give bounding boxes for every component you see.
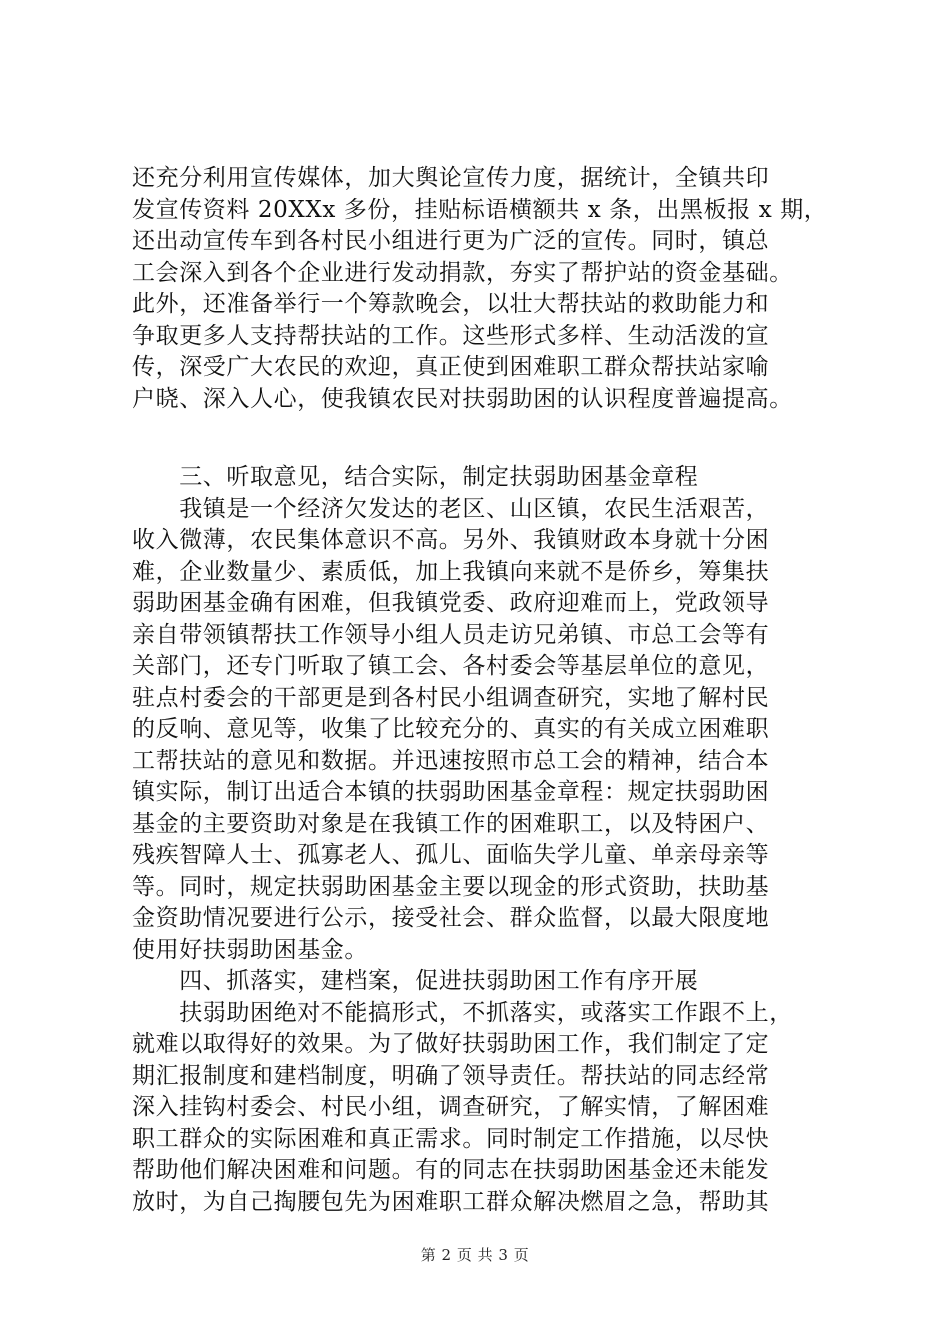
text-line: 收入微薄，农民集体意识不高。另外、我镇财政本身就十分困: [132, 527, 770, 553]
text-line: 的反响、意见等，收集了比较充分的、真实的有关成立困难职: [132, 716, 770, 742]
text-line: 等。同时，规定扶弱助困基金主要以现金的形式资助，扶助基: [132, 873, 770, 900]
text-line: 期汇报制度和建档制度，明确了领导责任。帮扶站的同志经常: [132, 1062, 770, 1089]
text-line: 我镇是一个经济欠发达的老区、山区镇，农民生活艰苦，: [132, 495, 770, 522]
section-heading-3: 三、听取意见，结合实际，制定扶弱助困基金章程: [132, 464, 699, 490]
paragraph-fund-charter: [132, 494, 832, 967]
text-line: 发宣传资料 20XXx 多份，挂贴标语横额共 x 条，出黑板报 x 期，: [132, 196, 828, 223]
text-line: 户晓、深入人心，使我镇农民对扶弱助困的认识程度普遍提高。: [132, 385, 793, 412]
text-line: 驻点村委会的干部更是到各村民小组调查研究，实地了解村民: [132, 684, 770, 711]
text-line: 扶弱助困绝对不能搞形式，不抓落实，或落实工作跟不上，: [132, 999, 793, 1026]
text-line: 就难以取得好的效果。为了做好扶弱助困工作，我们制定了定: [132, 1031, 770, 1057]
text-line: 深入挂钩村委会、村民小组，调查研究，了解实情，了解困难: [132, 1094, 770, 1120]
text-line: 放时，为自己掏腰包先为困难职工群众解决燃眉之急，帮助其: [132, 1188, 770, 1215]
text-line: 亲自带领镇帮扶工作领导小组人员走访兄弟镇、市总工会等有: [132, 621, 770, 648]
text-line: 传，深受广大农民的欢迎，真正使到困难职工群众帮扶站家喻: [132, 354, 770, 380]
text-line: 使用好扶弱助困基金。: [132, 936, 368, 963]
text-line: 职工群众的实际困难和真正需求。同时制定工作措施，以尽快: [132, 1125, 770, 1152]
paragraph-publicity: [132, 163, 832, 415]
section-heading-4: 四、抓落实，建档案，促进扶弱助困工作有序开展: [132, 968, 699, 994]
text-line: 争取更多人支持帮扶站的工作。这些形式多样、生动活泼的宣: [132, 322, 770, 349]
text-line: 镇实际，制订出适合本镇的扶弱助困基金章程：规定扶弱助困: [132, 779, 770, 805]
text-line: 还出动宣传车到各村民小组进行更为广泛的宣传。同时，镇总: [132, 228, 770, 254]
text-line: 工帮扶站的意见和数据。并迅速按照市总工会的精神，结合本: [132, 747, 770, 774]
text-line: 弱助困基金确有困难，但我镇党委、政府迎难而上，党政领导: [132, 590, 770, 616]
text-line: 残疾智障人士、孤寡老人、孤儿、面临失学儿童、单亲母亲等: [132, 842, 770, 868]
paragraph-gap: [132, 415, 832, 462]
text-line: 关部门，还专门听取了镇工会、各村委会等基层单位的意见，: [132, 653, 770, 679]
paragraph-implementation: [132, 998, 832, 1219]
text-line: 此外，还准备举行一个筹款晚会，以壮大帮扶站的救助能力和: [132, 291, 770, 317]
text-line: 工会深入到各个企业进行发动捐款，夯实了帮护站的资金基础。: [132, 259, 793, 286]
page-number-footer: 第 2 页 共 3 页: [420, 1246, 530, 1264]
text-line: 基金的主要资助对象是在我镇工作的困难职工，以及特困户、: [132, 810, 770, 837]
text-line: 难，企业数量少、素质低，加上我镇向来就不是侨乡，筹集扶: [132, 558, 770, 585]
text-line: 帮助他们解决困难和问题。有的同志在扶弱助困基金还未能发: [132, 1157, 770, 1183]
text-line: 还充分利用宣传媒体，加大舆论宣传力度，据统计，全镇共印: [132, 165, 770, 191]
text-line: 金资助情况要进行公示，接受社会、群众监督，以最大限度地: [132, 905, 770, 931]
document-body: [132, 163, 832, 1218]
